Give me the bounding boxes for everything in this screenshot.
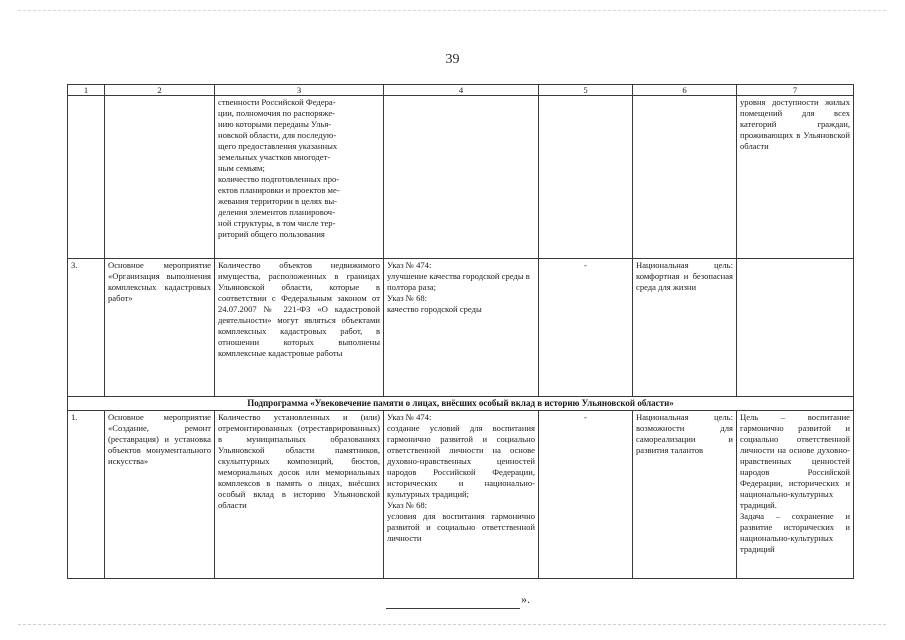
- column-number-row: [68, 85, 854, 96]
- measure-name: Основное мероприятие «Организация выполнения комплексных кадастровых работ»: [105, 259, 215, 397]
- measure-name: Основное мероприятие «Создание, ремонт (реставрация) и установка объектов монументального искусства»: [105, 411, 215, 579]
- column-number: 7: [737, 85, 854, 96]
- row-number: [68, 96, 105, 259]
- measures-table: [67, 84, 854, 579]
- national-goal: Национальная цель: возможности для самореализации и развития талантов: [633, 411, 737, 579]
- goal-text: [737, 259, 854, 397]
- goal-text: уровня доступности жилых помещений для всех категорий граждан, проживающих в Ульяновской области: [737, 96, 854, 259]
- subprogram-row: [68, 397, 854, 411]
- scan-edge-top: [18, 10, 886, 11]
- column-number: 1: [68, 85, 105, 96]
- indicator-text: Количество объектов недвижимого имущества, расположенных в границах Ульяновской области, которые в соответствии с Федеральным законом от 24.07.2007 № 221-ФЗ «О кадастровой деятельности» могут являться объектами комплексных кадастровых работ, в отношении которых выполнены комплексные кадастровые работы: [215, 259, 384, 397]
- indicator-text: Количество установленных и (или) отремонтированных (отреставрированных) в муниципальных образованиях Ульяновской области памятников, скульптурных композиций, бюстов, мемориальных досок или мемориальных комплексов в память о лицах, внёсших особый вклад в историю Ульяновской области: [215, 411, 384, 579]
- decree-goals: [384, 96, 539, 259]
- row-number: 1.: [68, 411, 105, 579]
- column-5-value: -: [539, 411, 633, 579]
- column-number: 2: [105, 85, 215, 96]
- column-number: 6: [633, 85, 737, 96]
- column-5-value: -: [539, 259, 633, 397]
- column-number: 4: [384, 85, 539, 96]
- scan-edge-bottom: [18, 624, 886, 625]
- signature-line: [386, 596, 520, 609]
- decree-goals: Указ № 474: улучшение качества городской среды в полтора раза; Указ № 68: качество городской среды: [384, 259, 539, 397]
- column-5-value: [539, 96, 633, 259]
- measure-name: [105, 96, 215, 259]
- indicator-text: ственности Российской Федера- ции, полномочия по распоряже- нию которыми переданы Улья- новской области, для последую- щего предоставления указанных земельных участков многодет- ным семьям; количество подготовленных про- ектов планировки и проектов ме- жевания территории в целях вы- деления элементов планировоч- ной структуры, в том числе тер- риторий общего пользования: [215, 96, 384, 259]
- table-row: [68, 411, 854, 579]
- goal-text: Цель – воспитание гармонично развитой и социально ответственной личности на основе духовно-нравственных ценностей народов Российской Федерации, исторических и национально-культурных традиций. Задача – сохранение и развитие исторических и национально-культурных традиций: [737, 411, 854, 579]
- subprogram-title: Подпрограмма «Увековечение памяти о лицах, внёсших особый вклад в историю Ульяновской области»: [68, 397, 854, 411]
- table-row: [68, 96, 854, 259]
- column-number: 3: [215, 85, 384, 96]
- page-number: 39: [445, 52, 460, 67]
- national-goal: [633, 96, 737, 259]
- national-goal: Национальная цель: комфортная и безопасная среда для жизни: [633, 259, 737, 397]
- row-number: 3.: [68, 259, 105, 397]
- decree-goals: Указ № 474: создание условий для воспитания гармонично развитой и социально ответственной личности на основе духовно-нравственных ценностей народов Российской Федерации, исторических и национально-культурных традиций; Указ № 68: условия для воспитания гармонично развитой и социально ответственной личности: [384, 411, 539, 579]
- closing-quote-mark: ».: [521, 592, 530, 606]
- column-number: 5: [539, 85, 633, 96]
- table-row: [68, 259, 854, 397]
